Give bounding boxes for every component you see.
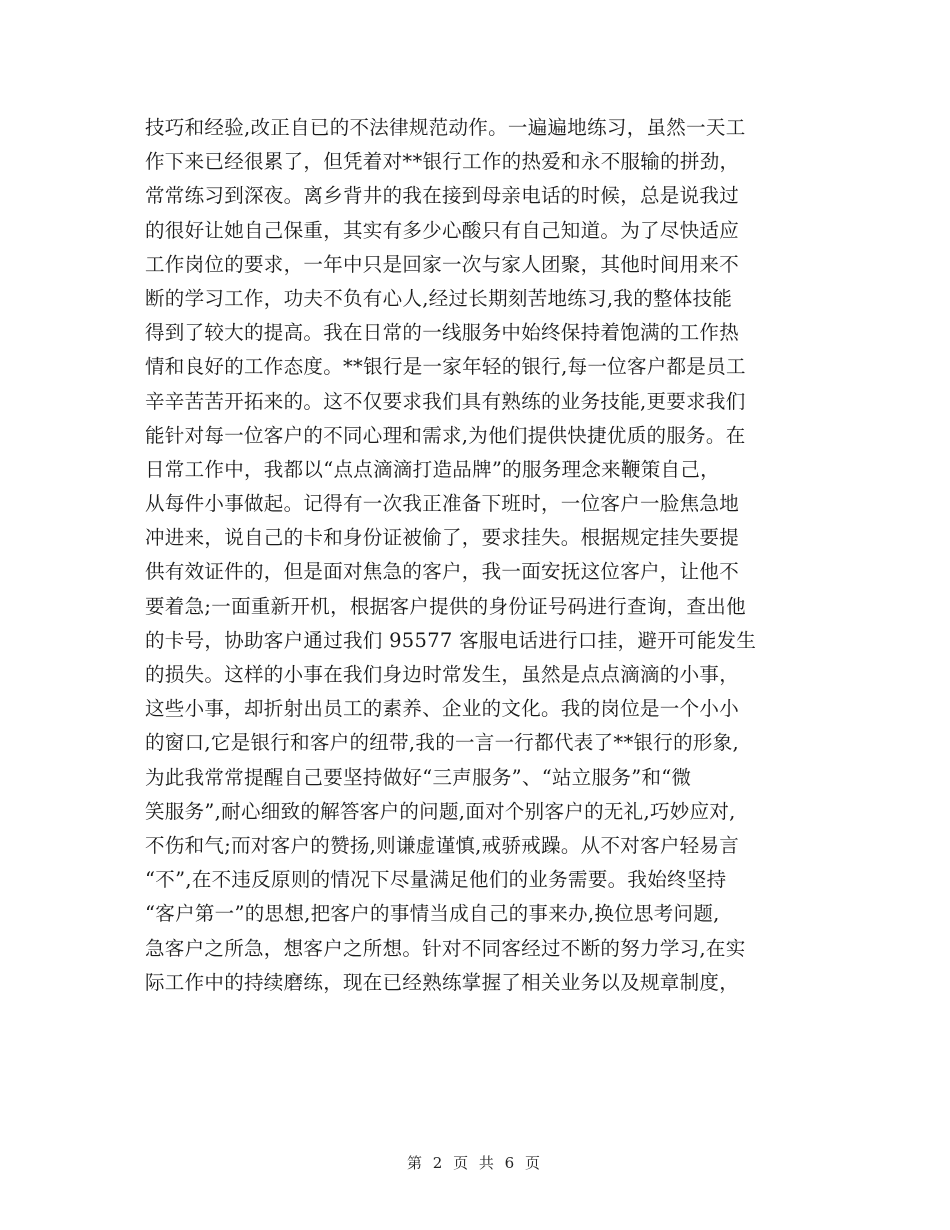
text-line: 的卡号，协助客户通过我们 95577 客服电话进行口挂，避开可能发生 (145, 628, 757, 652)
text-line: 作下来已经很累了，但凭着对**银行工作的热爱和永不服输的拼劲， (145, 150, 740, 174)
text-line: 要着急;一面重新开机，根据客户提供的身份证号码进行查询，查出他 (145, 594, 746, 618)
text-line: 辛辛苦苦开拓来的。这不仅要求我们具有熟练的业务技能,更要求我们 (145, 389, 746, 413)
text-line: 情和良好的工作态度。**银行是一家年轻的银行,每一位客户都是员工 (145, 355, 746, 379)
text-line: 急客户之所急，想客户之所想。针对不同客经过不断的努力学习,在实 (145, 936, 746, 960)
text-line: 冲进来，说自己的卡和身份证被偷了，要求挂失。根据规定挂失要提 (145, 526, 740, 550)
text-line: 得到了较大的提高。我在日常的一线服务中始终保持着饱满的工作热 (145, 321, 740, 345)
text-line: 的损失。这样的小事在我们身边时常发生，虽然是点点滴滴的小事， (145, 663, 740, 686)
text-line: 日常工作中，我都以“点点滴滴打造品牌”的服务理念来鞭策自己， (145, 457, 720, 481)
text-line: 笑服务”,耐心细致的解答客户的问题,面对个别客户的无礼,巧妙应对, (145, 799, 736, 823)
page-number-footer: 第 2 页 共 6 页 (407, 1154, 543, 1172)
text-line: 际工作中的持续磨练，现在已经熟练掌握了相关业务以及规章制度， (145, 970, 740, 994)
text-line: 工作岗位的要求，一年中只是回家一次与家人团聚，其他时间用来不 (145, 252, 740, 276)
text-line: 这些小事，却折射出员工的素养、企业的文化。我的岗位是一个小小 (145, 697, 740, 721)
text-line: “不”,在不违反原则的情况下尽量满足他们的业务需要。我始终坚持 (145, 868, 727, 892)
text-line: “客户第一”的思想,把客户的事情当成自己的事来办,换位思考问题, (145, 902, 720, 926)
text-line: 常常练习到深夜。离乡背井的我在接到母亲电话的时候，总是说我过 (145, 184, 740, 208)
text-line: 技巧和经验,改正自已的不法律规范动作。一遍遍地练习，虽然一天工 (145, 116, 746, 139)
text-line: 为此我常常提醒自己要坚持做好“三声服务”、“站立服务”和“微 (145, 765, 692, 789)
text-line: 的窗口,它是银行和客户的纽带,我的一言一行都代表了**银行的形象, (145, 731, 739, 755)
text-line: 供有效证件的，但是面对焦急的客户，我一面安抚这位客户，让他不 (145, 560, 740, 584)
text-line: 断的学习工作，功夫不负有心人,经过长期刻苦地练习,我的整体技能 (145, 286, 733, 310)
text-line: 能针对每一位客户的不同心理和需求,为他们提供快捷优质的服务。在 (145, 423, 746, 447)
text-line: 不伤和气;而对客户的赞扬,则谦虚谨慎,戒骄戒躁。从不对客户轻易言 (145, 833, 740, 857)
text-line: 从每件小事做起。记得有一次我正准备下班时，一位客户一脸焦急地 (145, 492, 740, 516)
text-line: 的很好让她自己保重，其实有多少心酸只有自己知道。为了尽快适应 (145, 218, 740, 242)
body-text (145, 111, 805, 1000)
